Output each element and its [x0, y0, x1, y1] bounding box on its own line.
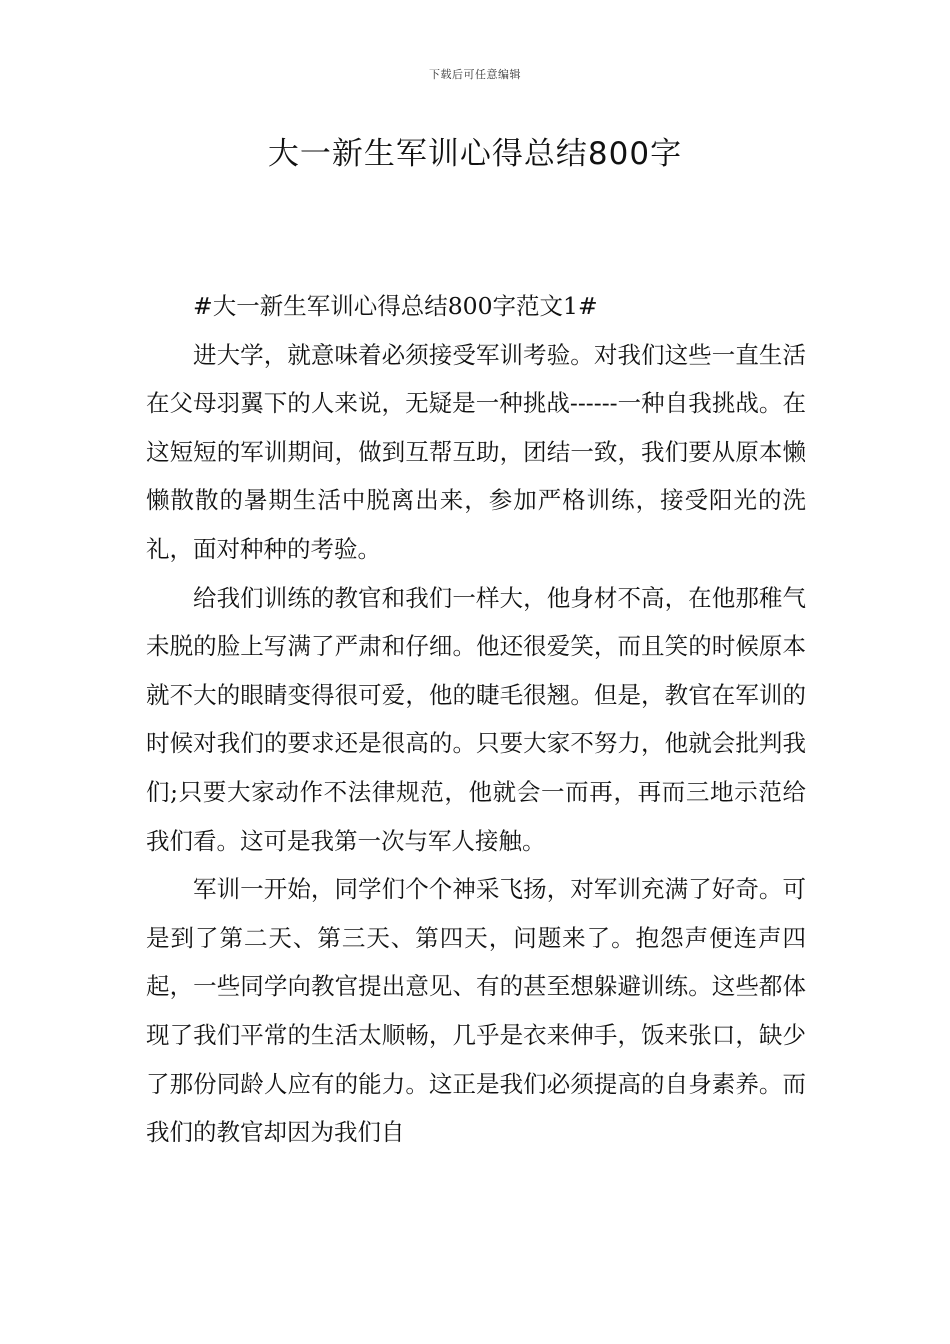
paragraph: 军训一开始，同学们个个神采飞扬，对军训充满了好奇。可是到了第二天、第三天、第四天，问题来了。抱怨声便连声四起，一些同学向教官提出意见、有的甚至想躲避训练。这些都体现了我们平常的生活太顺畅，几乎是衣来伸手，饭来张口，缺少了那份同龄人应有的能力。这正是我们必须提高的自身素养。而我们的教官却因为我们自 [146, 875, 806, 1147]
paragraph: 给我们训练的教官和我们一样大，他身材不高，在他那稚气未脱的脸上写满了严肃和仔细。他还很爱笑，而且笑的时候原本就不大的眼睛变得很可爱，他的睫毛很翘。但是，教官在军训的时候对我们的要求还是很高的。只要大家不努力，他就会批判我们;只要大家动作不法律规范，他就会一而再，再而三地示范给我们看。这可是我第一次与军人接触。 [146, 583, 806, 855]
header-note: 下载后可任意编辑 [429, 68, 521, 81]
document-body [146, 282, 806, 1157]
document-title: 大一新生军训心得总结800字 [267, 136, 683, 172]
paragraph: 进大学，就意味着必须接受军训考验。对我们这些一直生活在父母羽翼下的人来说，无疑是一种挑战------一种自我挑战。在这短短的军训期间，做到互帮互助，团结一致，我们要从原本懒懒散散的暑期生活中脱离出来，参加严格训练，接受阳光的洗礼，面对种种的考验。 [146, 340, 806, 563]
section-subheading: #大一新生军训心得总结800字范文1# [193, 292, 598, 320]
